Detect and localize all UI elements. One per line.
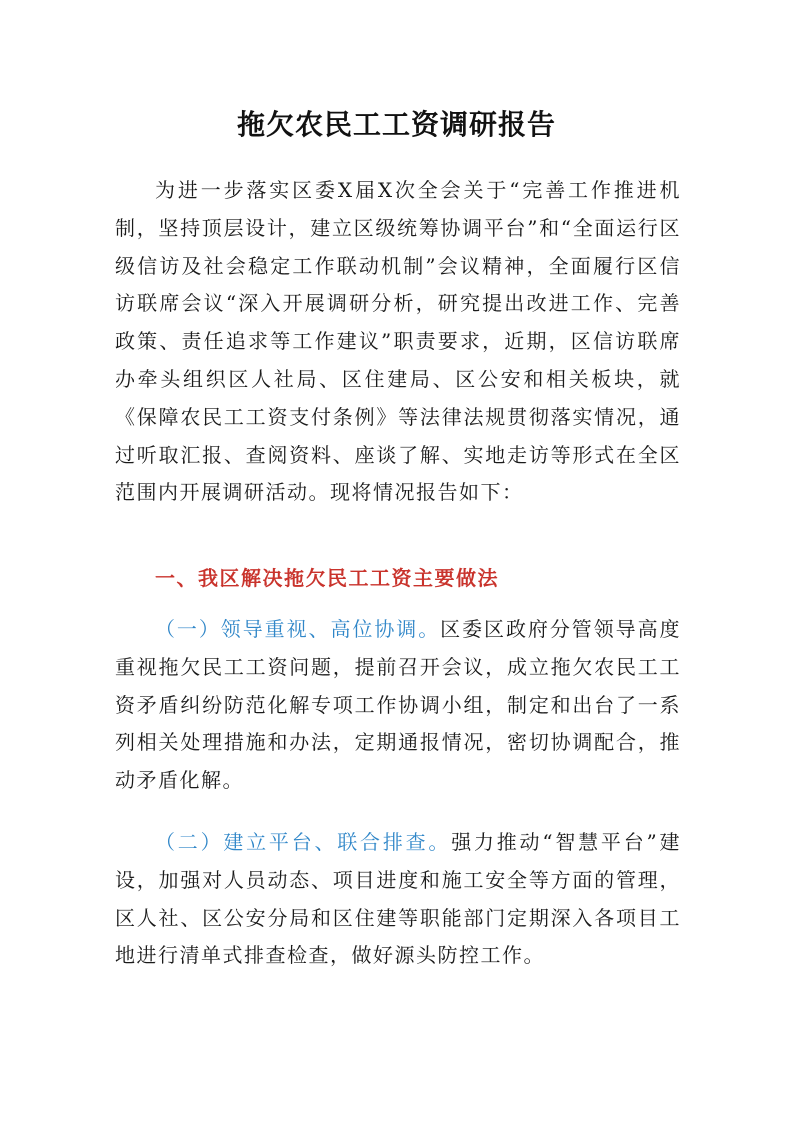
document-title: 拖欠农民工工资调研报告: [236, 108, 556, 141]
section-item-paragraph: [115, 611, 681, 800]
section-item-text: 区委区政府分管领导高度重视拖欠民工工资问题，提前召开会议，成立拖欠农民工工资矛盾纠纷防范化解专项工作协调小组，制定和出台了一系列相关处理措施和办法，定期通报情况，密切协调配合，推动矛盾化解。: [115, 617, 682, 793]
section-item-subheading: （一）领导重视、高位协调。: [155, 617, 441, 641]
section-item-subheading: （二）建立平台、联合排查。: [155, 830, 452, 854]
section-item-paragraph: [115, 824, 681, 975]
section-one-heading: 一、我区解决拖欠民工工资主要做法: [155, 566, 499, 590]
section-item-text: 强力推动“智慧平台”建设，加强对人员动态、项目进度和施工安全等方面的管理，区人社、区公安分局和区住建等职能部门定期深入各项目工地进行清单式排查检查，做好源头防控工作。: [115, 830, 681, 968]
intro-paragraph: 为进一步落实区委X届X次全会关于“完善工作推进机制，坚持顶层设计，建立区级统筹协调平台”和“全面运行区级信访及社会稳定工作联动机制”会议精神，全面履行区信访联席会议“深入开展调研分析，研究提出改进工作、完善政策、责任追求等工作建议”职责要求，近期，区信访联席办牵头组织区人社局、区住建局、区公安和相关板块，就《保障农民工工资支付条例》等法律法规贯彻落实情况，通过听取汇报、查阅资料、座谈了解、实地走访等形式在全区范围内开展调研活动。现将情况报告如下：: [115, 178, 681, 505]
